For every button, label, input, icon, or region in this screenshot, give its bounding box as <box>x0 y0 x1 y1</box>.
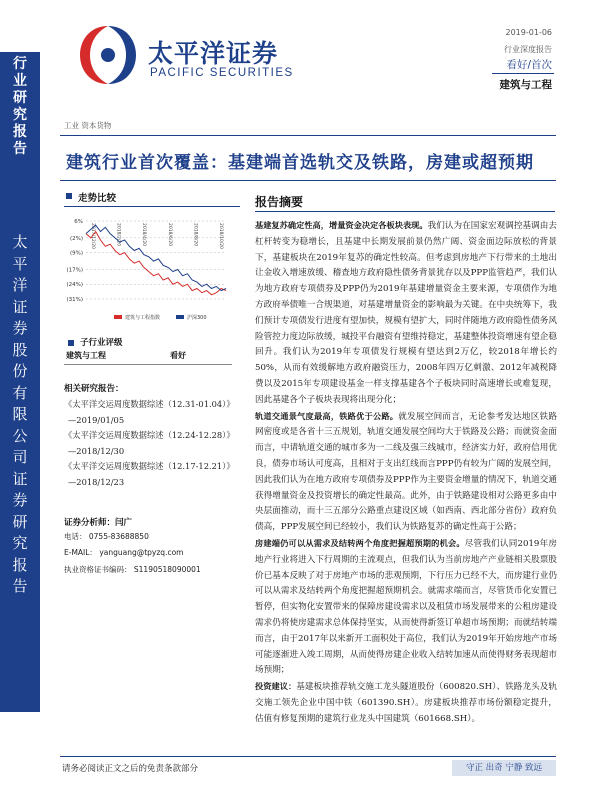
chart-series-line <box>86 225 226 290</box>
chart-legend-swatch <box>176 315 184 319</box>
title-bottom-rule <box>60 180 556 181</box>
trend-rule <box>64 206 240 207</box>
header-divider <box>492 73 554 74</box>
report-rating: 看好/首次 <box>506 59 552 71</box>
chart-xtick-label: 2018/6/20 <box>166 223 172 247</box>
summary-rule <box>255 211 555 212</box>
chart-ytick-label: (24%) <box>66 282 83 289</box>
chart-legend-label: 沪深300 <box>187 315 207 321</box>
footer-motto: 守正 出奇 宁静 致远 <box>452 760 556 776</box>
industry-rating-value: 看好 <box>170 351 186 360</box>
report-date: 2019-01-06 <box>505 28 552 37</box>
chart-ytick-label: (17%) <box>66 267 83 274</box>
chart-xtick-label: 2018/8/20 <box>192 223 198 247</box>
related-reports-list <box>64 397 240 490</box>
chart-legend-swatch <box>114 315 122 319</box>
report-type: 行业深度报告 <box>504 45 552 54</box>
chart-ytick-label: (31%) <box>66 297 83 303</box>
title-top-rule <box>60 135 556 136</box>
analyst-license: 执业资格证书编码： S1190518090001 <box>64 565 201 574</box>
section-marker-square <box>66 193 72 199</box>
chart-ytick-label: (9%) <box>69 250 83 257</box>
industry-rating-heading: 子行业评级 <box>80 338 123 348</box>
chart-xtick-label: 2017/12/20 <box>90 223 95 249</box>
brand-name-en: PACIFIC SECURITIES <box>150 67 294 79</box>
chart-legend-label: 建筑与工程指数 <box>125 315 161 321</box>
related-report-item[interactable]: 《太平洋交运周度数据综述（12.17-12.21）》—2018/12/23 <box>64 461 235 487</box>
summary-paragraph: 房建端仍可以从需求及结转两个角度把握超预期的机会。尽管我们认同2019年房地产行业将进入下行周期的主流观点，但我们认为当前房地产产业链相关股票股价已基本反映了对于房地产市场的悲观预期，下行压力已经不大，而房建行业仍可以从需求及结转两个角度把握超预期机会。就需求端而言，尽管货币化安置已暂停，但实物化安置带来的保障房建设需求以及租赁市场发展带来的公租房建设需求仍将使房建需求总体保持坚实，从而使得新签订单超市场预期；而就结转端而言，由于2017年以来新开工面积处于高位，我们认为2019年开始房地产市场可能逐渐进入竣工周期，从而使得房建企业收入结转加速从而使得财务表现超市场预期； <box>255 537 557 676</box>
band-top-text: 行 业 研 究 报 告 <box>13 56 27 157</box>
rating-rule <box>64 364 232 365</box>
left-vertical-band <box>0 52 40 712</box>
analyst-label-row <box>64 516 244 528</box>
pacific-securities-logo <box>78 24 138 86</box>
related-reports-heading: 相关研究报告： <box>64 384 124 394</box>
analyst-email[interactable]: E-MAIL： yanguang@tpyzq.com <box>64 548 184 557</box>
summary-paragraph: 轨道交通景气度最高，铁路优于公路。就发展空间而言，无论参考发达地区铁路网密度或是各省十三五规划，轨道交通发展空间均大于铁路及公路；而就资金面而言，中请轨道交通的城市多为一二线及强三线城市，经济实力好，政府信用优良，债券市场认可度高，且相对于支出红线而言PPP仍有较为广阔的发展空间，因此我们认为在地方政府专项债券及PPP作为主要资金增量的情况下，轨道交通获得增量资金及投资增长的确定性最高。此外，由于铁路建设相对公路更多由中央层面推动，而十三五部分公路重点建设区域（如西南、西北部分省份）政府负债高，PPP发展空间已经较小，我们认为铁路复苏的确定性高于公路； <box>255 410 557 533</box>
summary-paragraph: 投资建议：基建板块推荐轨交施工龙头隧道股份（600820.SH）、铁路龙头及轨交施工领先企业中国中铁（601390.SH）。房建板块推荐市场份额稳定提升，估值有修复预期的建筑行业龙头中国建筑（601668.SH）。 <box>255 681 557 724</box>
summary-heading: 报告摘要 <box>255 195 304 209</box>
chart-xtick-label: 2018/2/20 <box>115 223 121 247</box>
analyst-label: 证券分析师： <box>64 518 116 528</box>
report-industry: 建筑与工程 <box>499 79 552 91</box>
analyst-phone: 电话： 0755-83688850 <box>64 532 149 541</box>
summary-paragraph: 基建复苏确定性高，增量资金决定各板块表现。我们认为在国家宏观调控基调由去杠杆转变为稳增长，且基建中长期发展前景仍然广阔、资金面边际放松的背景下，基建板块在2019年复苏的确定性较高。但考虑到房地产下行带来的土地出让金收入增速放缓、稽查地方政府隐性债务背景犹存以及PPP监管趋严，我们认为地方政府专项债券及PPP仍为2019年基建增量资金主要来源，专项债作为地方政府举债唯一合规渠道，对基建增量资金的影响最为关键。在中央统筹下，我们预计专项债发行进度有望加快，规模有望扩大，同时伴随地方政府隐性债务风险管控力度边际放缓，城投平台融资有望维持稳定，基建整体投资增速有望企稳回升。我们认为2019年专项债发行规模有望达到2万亿，较2018年增长约50%，从而有效缓解地方政府融资压力，2008年四万亿刺激、2012年减税降费以及2015年专项建设基金一样支撑基建各个子板块同时高速增长或难复现，因此基建各个子板块表现将出现分化； <box>255 220 557 405</box>
footer-rule <box>60 756 556 757</box>
chart-ytick-label: (2%) <box>69 235 83 242</box>
chart-ytick-label: 6% <box>74 219 83 225</box>
chart-xtick-label: 2018/4/20 <box>141 223 147 247</box>
summary-body <box>255 218 557 728</box>
section-marker-square <box>68 340 74 346</box>
chart-xtick-label: 2018/10/20 <box>218 223 223 249</box>
trend-chart <box>62 211 234 329</box>
industry-rating-name: 建筑与工程 <box>66 351 106 360</box>
page-title: 建筑行业首次覆盖：基建端首选轨交及铁路，房建或超预期 <box>66 153 534 173</box>
related-report-item[interactable]: 《太平洋交运周度数据综述（12.24-12.28）》—2018/12/30 <box>64 430 235 456</box>
analyst-name: 闫广 <box>115 518 133 528</box>
trend-heading: 走势比较 <box>78 193 117 204</box>
footer-disclaimer: 请务必阅读正文之后的免责条款部分 <box>62 764 199 774</box>
brand-name-cn: 太平洋证券 <box>148 39 279 68</box>
band-company-text: 太 平 洋 证 券 股 份 有 限 公 司 证 券 研 究 报 告 <box>12 233 28 595</box>
related-report-item[interactable]: 《太平洋交运周度数据综述（12.31-01.04）》—2019/01/05 <box>64 399 235 425</box>
report-category: 工业 资本货物 <box>64 121 112 130</box>
